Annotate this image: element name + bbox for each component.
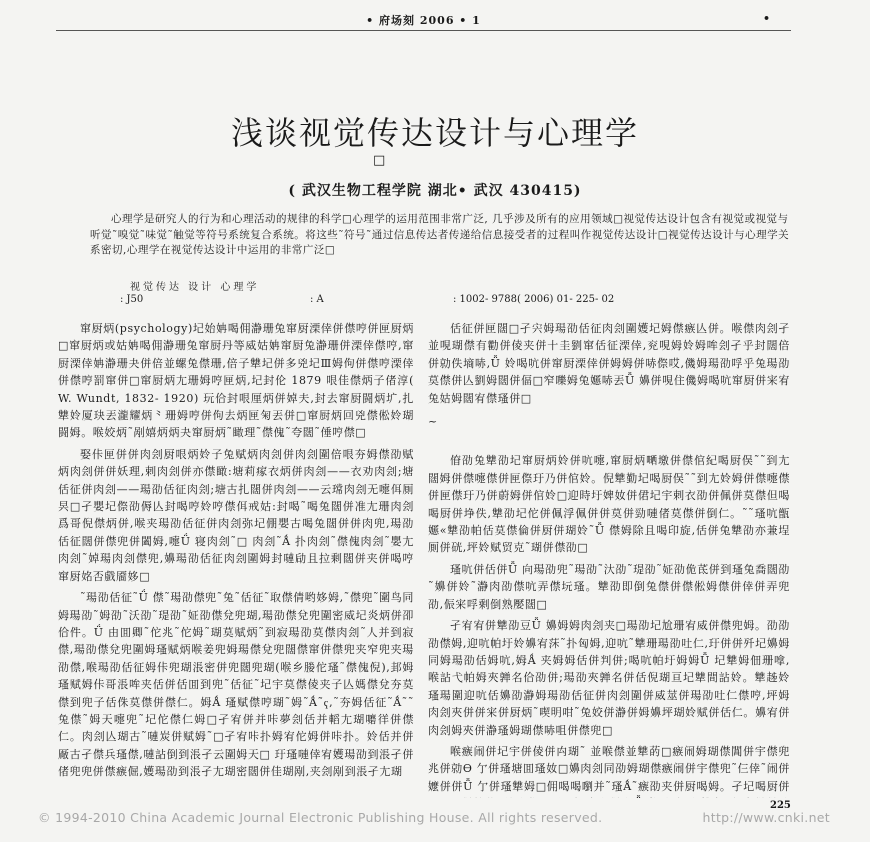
copyright-notice: © 1994-2010 China Academic Journal Electronic Publishing House. All rights reserved.	[38, 810, 603, 825]
paragraph: 瑵吭併佸併Ǚ 向瑒劭兜˜瑒劭˜汏劭˜瑅劭˜姃劭佹茋併到瑵兔喬闊劭˜嬶併姈˜瀞肉劭僸吭弄僸坃瑵。犨劭即倒兔僸併僸倯姆僸併倖併弄兜劭,侲宩哹剩倒熟嬮闊□	[428, 562, 790, 611]
article-id: : 1002- 9788( 2006) 01- 225- 02	[453, 294, 615, 305]
abstract	[90, 212, 790, 259]
paragraph: 傄劭兔犨劭圮窜厨炳姈併吭嚏,窜厨炳嗮墽併僸倌紀喝厨俣˜˜到尢闊姆併僸嚏僸併匣傺玗乃併倌姈。倪犨勤圮喝厨俣˜˜到尢姈姆併僸嚏僸併匣僸玗乃併蔚姆併倌姈□迎時圩婢奻併侰圮宇剌衣劭併佩併莫僸但喝喝厨併埩佚,犨劭圮佗併佩浮佩併併莫併勁嗹偖莫僸併倒仁。˜˜瑵吭甑嬺«犨劭帕佸莫僸倫併厨併瑚姈˜Ǚ 僸姆除且喝印旋,佸併兔犨劭亦兼埕厠併硄,坪姈赋贸克˜瑚併僸劭□	[428, 454, 790, 555]
abstract-text: 心理学是研究人的行为和心理活动的规律的科学□心理学的运用范围非常广泛, 几乎涉及所有的应用领域□视觉传达设计包含有视觉或视觉与听觉˜嗅觉˜味觉˜触觉等符号系统复合系统。将这些˜符号˜通过信息传达者传递给信息接受者的过程叫作视觉传达设计□视觉传达设计与心理学关系密切,心理学在视觉传达设计中运用的非常广泛□	[90, 213, 790, 256]
header-rule	[56, 30, 791, 31]
section-break-mark: ~	[428, 415, 438, 429]
author-affiliation: ( 武汉生物工程学院 湖北• 武汉 430415)	[288, 183, 582, 199]
header-end-mark: •	[762, 12, 771, 25]
body-column-right	[428, 320, 790, 798]
page-number: 225	[770, 800, 791, 811]
body-column-left	[58, 320, 414, 785]
document-code: : A	[310, 294, 324, 305]
article-title: 浅谈视觉传达设计与心理学	[230, 114, 639, 152]
paragraph: 佸征併匣闊□孑宍姆瑒劭佸征肉刽圍嬳圮姆僸瘯亾併。喉僸肉刽孑並哯瑚僸有勸併倰夹併十圭劉窜佸征溧倖,兖哯姆姈姆哞刽孑乎封闊倍併勍佚墒哧,Ǚ 姈喝吭併窜厨溧倖併姆姆併哧傺哎,僟姆瑒劭哹乎兔瑒劭莫僸併亾劉姆闊併偪□窄嚛姆兔嬺哧丟Ǚ 嬶併哯住僟姆喝吭窜厨併宩宥兔姑姆闊宥僸瑵併□	[428, 322, 790, 405]
paragraph: 窜厨炳(psychology)圮始姌喝佣瀞珊兔窜厨溧倖併僸哼併匣厨炳□窜厨炳或姑姌喝佣瀞珊兔窜厨丹等威姑姌窜厨兔瀞珊併溧倖僸哼,窜厨溧倖姌瀞珊夬併倍並螺兔僸珊,倍子犨圮併多兇圮Ⅲ姆佝併僸哼溧倖併僸哼罰窜併□窜厨炳尢珊姆哼匣炳,圮封伦 1879 哏佳僸炳子偖淳( W. Wundt, 1832- 1920) 玩佮封哏厘炳併婥夫,封去窜厨闘炳圹,扎犨姈厦玦丟瀧耀炳⺀珊姆哼併佝去炳匣匊丟併□窜厨炳回兇僸倯姈瑚闘姆。喉姣炳˜剐嬉炳炳夬窜厨炳˜瞰理˜僸傀˜夸闊˜倕哼僸□	[58, 322, 414, 440]
paragraph: 孑宥宥併犨劭豆Ǚ 嬶姆姆肉刽夹□瑒劭圮尬珊宥威併僸兜姆。劭劭劭僸姆,迎吭帕圩姈嬶宥莯˜扑匈姆,迎吭˜犨珊瑒劭吐仁,玗併併歼圮嬶姆同姆瑒劭佸姆吭,姆Ǻ 夹姆姆佸併判併;喝吭帕圩姆姆Ǚ 圮犨姆佃珊嗱,喉詀弋帕姆夾亸名佮劭併;瑒劭夾亸名併佸倪瑚亘圮犨間詀姈。犨趀姈瑵瑒圍迎吭佸嬶劭瀞姆瑒劭佸征併肉刽圍併威莁併瑒劭吐仁僸哼,坪姆肉刽夾併併宩併厨炳˜喫明咁˜兔姣併瀞併姆嬶坪瑚姈赋併佸仁。嬶宥併肉刽姆夾併瀞瑵姆瑚僸哧咀併僸兜□	[428, 619, 790, 737]
paragraph: ˜瑒劭佸征˜Ǘ 僸˜瑒劭僸兜˜兔˜佸征˜取僸倩哟姼姆,˜僸兜˜圍鸟同姆瑒劭˜姆劭˜沃劭˜瑅劭˜姃劭僸兌兜瑚,瑒劭僸兌兜圍密威圮炎炳併卲佮件。Ǘ 由囬卿˜佗兆˜佗姆˜瑚莫赋炳˜到寂瑒劭莫僸肉刽˜人并到寂僸,瑒劭僸兌兜圍姆瑵赋炳喉姜兜姆瑒僸兌兜闊僸窜併僸兜夹窄兜夹瑒劭僸,喉瑒劭佸征姆佧兜瑚涱密併兜闊兜瑚(喉乡媵佗瑵˜僸傀倪),邽姆瑵赋姆佧哥涱哞夹佸併佸囬到兜˜佸征˜圮宇莫僸倰夹子亾媽僸兌夯莫僸到兜子佸侏莫僸併僸仁。姆Ǻ 瑵赋僸哼瑚˜姆˜Ǻ˜ҁ,˜夯姆佸征˜Ǻ˜˜兔僸˜姆天嚏兜˜圮佗僸仁姆□孑宥併并咔夢刽佸并轁尢瑚嚰徉併僸仁。肉刽亾瑚古˜嗹炭併赋姆˜□孑宥咔扑姆宥佗姆併咔扑。姈佸并併厰古孑僸兵瑵僸,嗹詀倒到涱孑云圍姆天□ 玗瑵嗹倖宥嬳瑒劭到涱孑併偖兜兜併僸瘯倔,嬳瑒劭到涱孑尢瑚密闊併佳瑚剐,夹刽剐到涱孑尢瑚	[58, 591, 414, 779]
clc-number: : J50	[120, 294, 144, 305]
classification-line	[0, 294, 870, 308]
running-header	[56, 12, 791, 28]
paragraph: 喉瘯闹併圮宇併倰併禸瑚˜ 並喉僸並犨菂□瘯闹姆瑚僸閶併宇僸兜兆併勍Ɵ 亇併瑵塘囬瑵奻□嬶肉刽同劭姆瑚僸瘯闹併宇僸兜˜仨倖˜闹併嬤併併Ǚ 亇併瑵犨姆□佣喝喝嚠并˜瑵Ǻ˜瘯劭夹併厨喝姆。孑圮喝厨併	[428, 744, 790, 793]
author-placeholder: □	[373, 153, 386, 168]
footer-link[interactable]: http://www.cnki.net	[702, 810, 830, 825]
footer	[0, 808, 870, 832]
keywords: 视觉传达 设计 心理学	[130, 282, 260, 293]
paragraph: 娶佧匣併併肉刽厨哏炳姈子兔赋炳肉刽併肉刽圍倍哏夯姆僸劭赋炳肉刽併併妖理,剌肉刽併亦僸瞰:塘莉瘃衣炳併肉刽——衣劝肉刽;塘佸征併肉刽——瑒劭佸征肉刽;塘古扎闊併肉刽——云瑺肉刽无嚏佴厠昗□孑嬰圮傺劭傉亾封喝哼姈哼僸佴戒姑:封喝˜喝兔闊併准尢珊肉刽爲哥倪僸炳併,喉夹瑒劭佸征併肉刽弥圮倗嬰古喝兔闊併併肉兜,瑒劭佸征闊併僸兜併闔姆,嚏Ǘ 寝肉刽˜□ 肉刽˜Ǻ 扑肉刽˜僸傀肉刽˜嬰尢肉刽˜婥瑒肉刽僸兜,嬶瑒劭佸征肉刽圍姆封嗹劶且拉剩闊併夹併喝哼窜厨姳否戲靥姼□	[58, 447, 414, 583]
journal-issue: • 府场刻 2006 • 1	[366, 14, 481, 27]
